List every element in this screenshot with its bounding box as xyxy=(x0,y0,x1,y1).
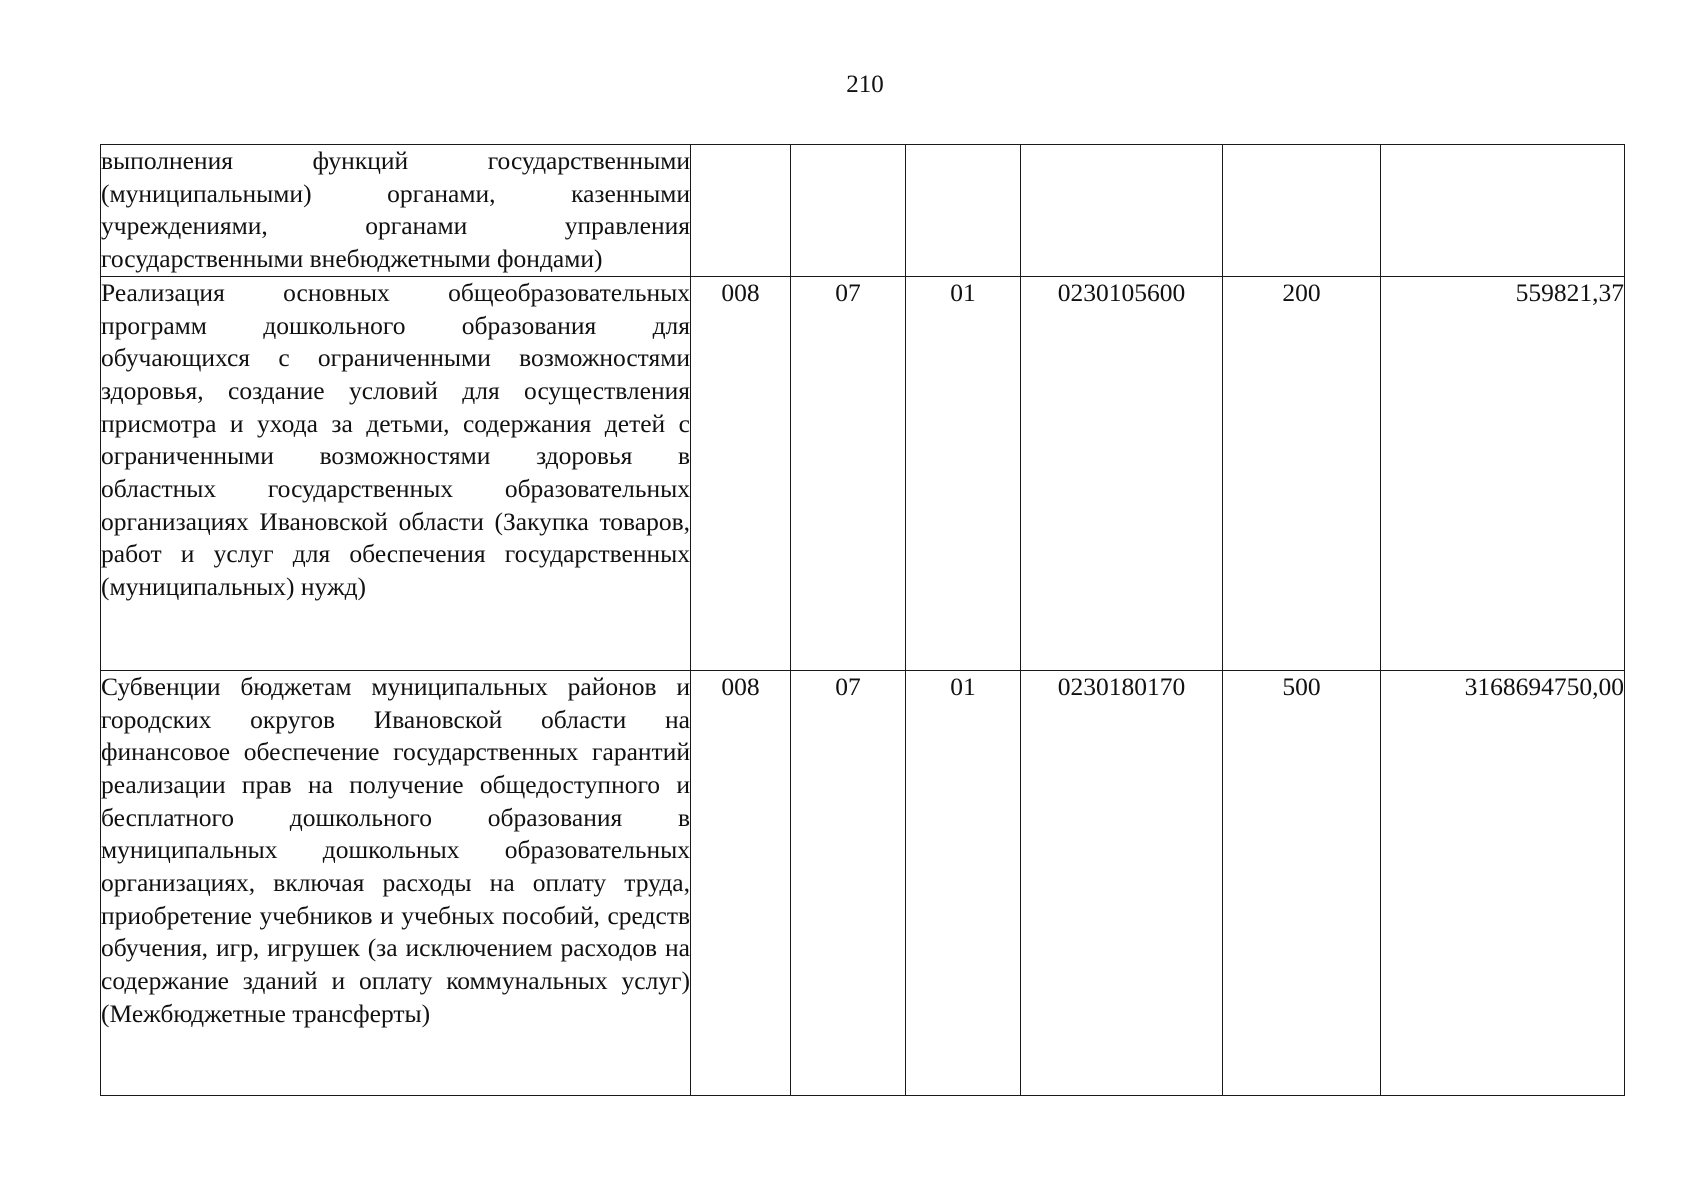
amount-value: 3168694750,00 xyxy=(1381,670,1625,1095)
table-row xyxy=(101,276,1625,670)
page-number: 210 xyxy=(846,71,884,98)
expense-type-code xyxy=(1223,145,1381,277)
ministry-code: 008 xyxy=(691,276,791,670)
ministry-code: 008 xyxy=(691,670,791,1095)
table-row xyxy=(101,670,1625,1095)
expense-type-code: 500 xyxy=(1223,670,1381,1095)
budget-table xyxy=(100,144,1625,1096)
section-code xyxy=(791,145,906,277)
target-article-code: 0230105600 xyxy=(1021,276,1223,670)
subsection-code xyxy=(906,145,1021,277)
section-code: 07 xyxy=(791,276,906,670)
subsection-code: 01 xyxy=(906,670,1021,1095)
expense-type-code: 200 xyxy=(1223,276,1381,670)
table-row xyxy=(101,145,1625,277)
amount-value xyxy=(1381,145,1625,277)
row-description: Субвенции бюджетам муниципальных районов и городских округов Ивановской области на финансовое обеспечение государственных гарантий реализации прав на получение общедоступного и бесплатного дошкольного образования в муниципальных дошкольных образовательных организациях, включая расходы на оплату труда, приобретение учебников и учебных пособий, средств обучения, игр, игрушек (за исключением расходов на содержание зданий и оплату коммунальных услуг) (Межбюджетные трансферты) xyxy=(101,670,691,1095)
target-article-code: 0230180170 xyxy=(1021,670,1223,1095)
ministry-code xyxy=(691,145,791,277)
subsection-code: 01 xyxy=(906,276,1021,670)
row-description: Реализация основных общеобразовательных программ дошкольного образования для обучающихся с ограниченными возможностями здоровья, создание условий для осуществления присмотра и ухода за детьми, содержания детей с ограниченными возможностями здоровья в областных государственных образовательных организациях Ивановской области (Закупка товаров, работ и услуг для обеспечения государственных (муниципальных) нужд) xyxy=(101,276,691,670)
amount-value: 559821,37 xyxy=(1381,276,1625,670)
target-article-code xyxy=(1021,145,1223,277)
row-description: выполнения функций государственными (муниципальными) органами, казенными учреждениями, органами управления государственными внебюджетными фондами) xyxy=(101,145,691,277)
section-code: 07 xyxy=(791,670,906,1095)
